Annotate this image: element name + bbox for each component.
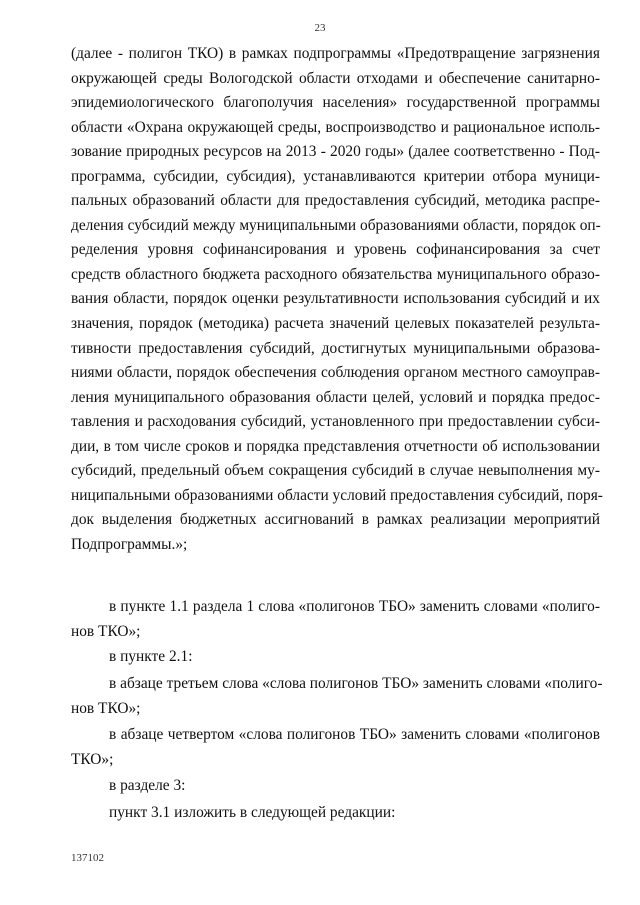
text-line: программа, субсидии, субсидия), устанавливаются критерии отбора муници- xyxy=(71,167,600,185)
amendment-paragraph-3 xyxy=(109,672,603,697)
text-line: значения, порядок (методика) расчета значений целевых показателей результа- xyxy=(71,315,600,333)
amendment-paragraph-4 xyxy=(109,723,600,748)
text-line: док выделения бюджетных ассигнований в рамках реализации мероприятий xyxy=(71,511,600,529)
amendment-paragraph-1-continued xyxy=(71,620,600,645)
text-line: вания области, порядок оценки результативности использования субсидий и их xyxy=(71,290,600,308)
text-line: пункт 3.1 изложить в следующей редакции: xyxy=(109,804,396,821)
amendment-paragraph-1 xyxy=(109,595,600,620)
amendment-paragraph-4-continued xyxy=(71,748,600,773)
text-line: субсидий, предельный объем сокращения субсидий в случае невыполнения му- xyxy=(71,462,600,480)
amendment-paragraph-2 xyxy=(109,645,600,670)
text-line: ределения уровня софинансирования и уровень софинансирования за счет xyxy=(71,241,600,259)
text-line: в абзаце четвертом «слова полигонов ТБО» заменить словами «полигонов xyxy=(109,726,600,743)
text-line: Подпрограммы.»; xyxy=(71,535,188,553)
text-line: дии, в том числе сроков и порядка представления отчетности об использовании xyxy=(71,437,600,455)
amendment-paragraph-6 xyxy=(109,801,600,826)
text-line: эпидемиологического благополучия населения» государственной программы xyxy=(71,94,600,112)
text-line: (далее - полигон ТКО) в рамках подпрограммы «Предотвращение загрязнения xyxy=(71,45,600,62)
text-line: в пункте 1.1 раздела 1 слова «полигонов ТБО» заменить словами «полиго- xyxy=(109,598,600,615)
text-line: в пункте 2.1: xyxy=(109,648,193,665)
document-code: 137102 xyxy=(71,852,104,864)
text-line: ТКО»; xyxy=(71,750,114,768)
text-line: области «Охрана окружающей среды, воспроизводство и рациональное исполь- xyxy=(71,118,600,136)
text-line: тивности предоставления субсидий, достигнутых муниципальными образова- xyxy=(71,339,600,357)
main-paragraph xyxy=(71,42,603,557)
text-line: ниципальными образованиями области условий предоставления субсидий, поря- xyxy=(71,486,603,504)
text-line: в разделе 3: xyxy=(109,777,186,794)
text-line: тавления и расходования субсидий, установленного при предоставлении субси- xyxy=(71,413,600,431)
text-line: ления муниципального образования области целей, условий и порядка предос- xyxy=(71,388,600,406)
amendment-paragraph-5 xyxy=(109,774,600,799)
text-line: ниями области, порядок обеспечения соблюдения органом местного самоуправ- xyxy=(71,364,600,382)
text-line: средств областного бюджета расходного обязательства муниципального образо- xyxy=(71,265,600,283)
text-line: в абзаце третьем слова «слова полигонов ТБО» заменить словами «полиго- xyxy=(109,675,603,692)
text-line: зование природных ресурсов на 2013 - 2020 годы» (далее соответственно - Под- xyxy=(71,143,600,161)
text-line: пальных образований области для предоставления субсидий, методика распре- xyxy=(71,192,600,210)
page-number: 23 xyxy=(314,22,326,34)
text-line: нов ТКО»; xyxy=(71,699,141,717)
amendment-paragraph-3-continued xyxy=(71,697,600,722)
text-line: нов ТКО»; xyxy=(71,622,141,640)
text-line: окружающей среды Вологодской области отходами и обеспечение санитарно- xyxy=(71,69,600,87)
text-line: деления субсидий между муниципальными образованиями области, порядок оп- xyxy=(71,216,601,234)
